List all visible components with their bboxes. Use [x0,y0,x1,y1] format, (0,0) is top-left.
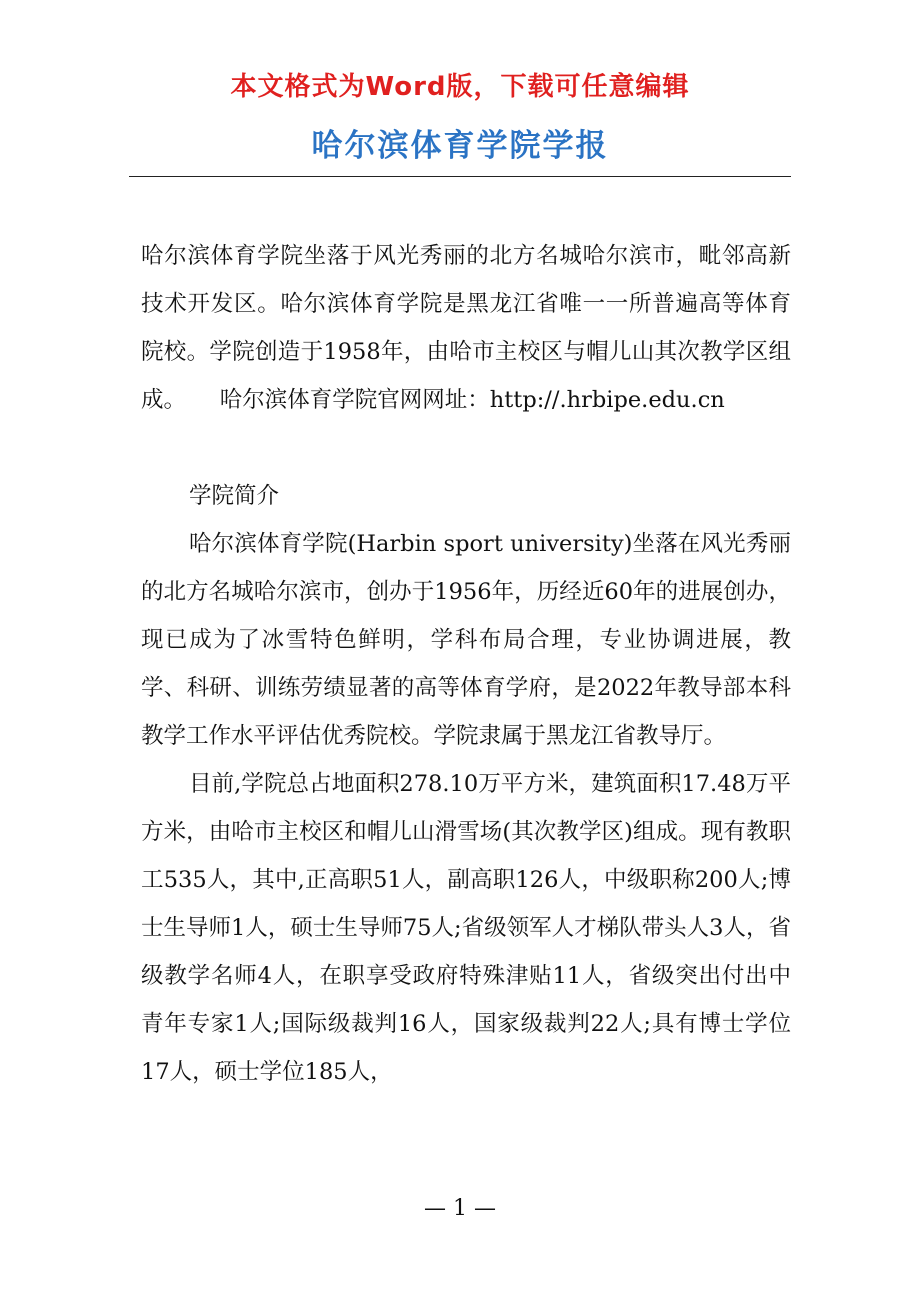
college-intro-paragraph: 哈尔滨体育学院(Harbin sport university)坐落在风光秀丽的北方名城哈尔滨市，创办于1956年，历经近60年的进展创办，现已成为了冰雪特色鲜明，学科布局合理，专业协调进展，教学、科研、训练劳绩显著的高等体育学府，是2022年教导部本科教学工作水平评估优秀院校。学院隶属于黑龙江省教导厅。 [141,531,791,749]
page-number: — 1 — [424,1196,496,1221]
paragraph-gap [141,424,791,472]
header-divider [129,176,791,177]
college-stats-paragraph: 目前,学院总占地面积278.10万平方米，建筑面积17.48万平方米，由哈市主校区和帽儿山滑雪场(其次教学区)组成。现有教职工535人，其中,正高职51人，副高职126人，中级职称200人;博士生导师1人，硕士生导师75人;省级领军人才梯队带头人3人，省级教学名师4人，在职享受政府特殊津贴11人，省级突出付出中青年专家1人;国际级裁判16人，国家级裁判22人;具有博士学位17人，硕士学位185人， [141,771,791,1085]
document-body [141,232,791,1096]
section-heading: 学院简介 [189,483,280,509]
document-title: 哈尔滨体育学院学报 [311,128,609,164]
format-notice: 本文格式为Word版，下载可任意编辑 [230,72,690,102]
intro-paragraph: 哈尔滨体育学院坐落于风光秀丽的北方名城哈尔滨市，毗邻高新技术开发区。哈尔滨体育学院是黑龙江省唯一一所普遍高等体育院校。学院创造于1958年，由哈市主校区与帽儿山其次教学区组成。 哈尔滨体育学院官网网址：http://.hrbipe.edu.cn [141,243,791,413]
